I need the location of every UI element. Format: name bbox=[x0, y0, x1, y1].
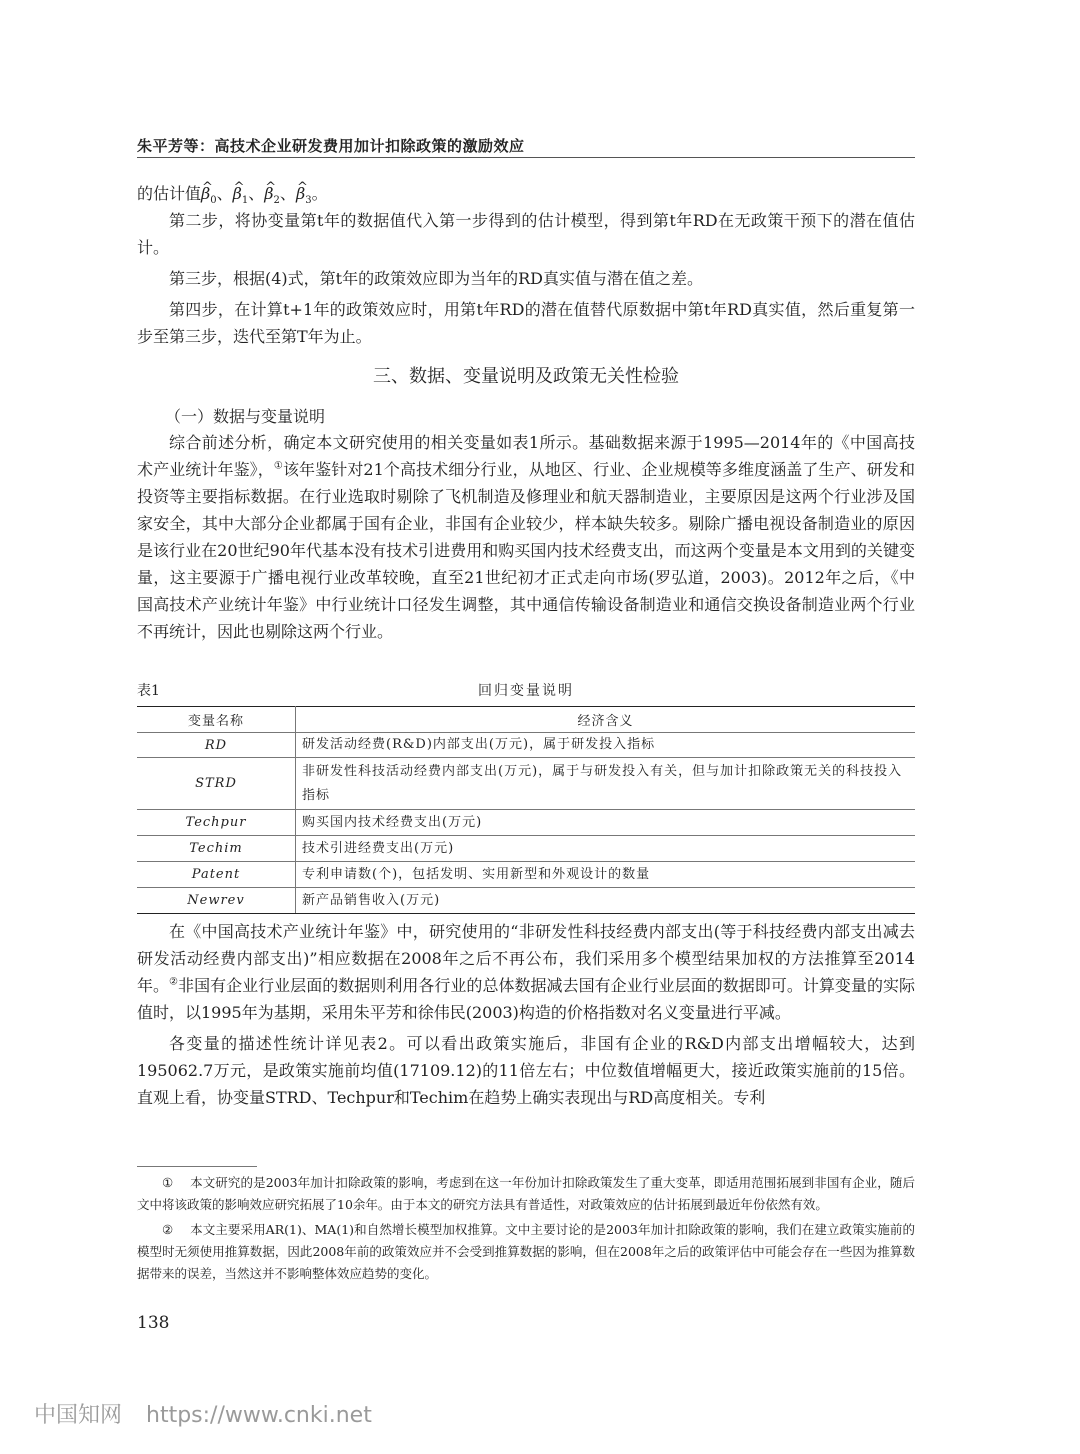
beta-hat-3: ^ $\beta_3$ bbox=[296, 184, 312, 203]
header-rule bbox=[137, 157, 915, 158]
row-variable: Patent bbox=[137, 862, 296, 888]
table-row bbox=[137, 810, 915, 836]
header-meaning: 经济含义 bbox=[296, 707, 916, 733]
watermark-url[interactable]: https://www.cnki.net bbox=[146, 1403, 372, 1428]
steps-block bbox=[137, 207, 915, 350]
descriptive-stats-paragraph: 各变量的描述性统计详见表2。可以看出政策实施后，非国有企业的R&D内部支出增幅较大，达到195062.7万元，是政策实施前均值(17109.12)的11倍左右；中位数值增幅更大，接近政策实施前的15倍。直观上看，协变量STRD、Techpur和Techim在趋势上确实表现出与RD高度相关。专利 bbox=[137, 1034, 915, 1107]
row-variable: Techpur bbox=[137, 810, 296, 836]
row-meaning: 专利申请数(个)，包括发明、实用新型和外观设计的数量 bbox=[296, 862, 916, 888]
subsection-title: （一）数据与变量说明 bbox=[165, 407, 326, 426]
table-title: 回归变量说明 bbox=[478, 683, 574, 699]
footnote-2: ② 本文主要采用AR(1)、MA(1)和自然增长模型加权推算。文中主要讨论的是2003年加计扣除政策的影响，我们在建立政策实施前的模型时无须使用推算数据，因此2008年前的政策效应并不会受到推算数据的影响，但在2008年之后的政策评估中可能会存在一些因为推算数据带来的误差，当然这并不影响整体效应趋势的变化。 bbox=[137, 1219, 915, 1285]
estimator-line: 的估计值^ $\beta_0$、^ $\beta_1$、^ $\beta_2$、^ $\beta_3$。 bbox=[137, 180, 328, 215]
section-title: 三、数据、变量说明及政策无关性检验 bbox=[373, 366, 679, 387]
row-meaning: 购买国内技术经费支出(万元) bbox=[296, 810, 916, 836]
beta-hat-1: ^ $\beta_1$ bbox=[233, 184, 249, 203]
post-table-block bbox=[137, 918, 915, 1111]
table-label: 表1 bbox=[137, 683, 160, 699]
row-variable: STRD bbox=[137, 758, 296, 810]
footnote-1: ① 本文研究的是2003年加计扣除政策的影响，考虑到在这一年份加计扣除政策发生了重大变革，即适用范围拓展到非国有企业，随后文中将该政策的影响效应研究拓展了10余年。由于本文的研究方法具有普适性，对政策效应的估计拓展到最近年份依然有效。 bbox=[137, 1172, 915, 1216]
beta-hat-2: ^ $\beta_2$ bbox=[264, 184, 280, 203]
step-three-paragraph: 第三步，根据(4)式，第t年的政策效应即为当年的RD真实值与潜在值之差。 bbox=[169, 269, 703, 288]
beta-hat-0: ^ $\beta_0$ bbox=[201, 184, 217, 203]
footnotes bbox=[137, 1172, 915, 1288]
estimation-paragraph: 在《中国高技术产业统计年鉴》中，研究使用的“非研发性科技经费内部支出(等于科技经费内部支出减去研发活动经费内部支出)”相应数据在2008年之后不再公布，我们采用多个模型结果加权的方法推算至2014年。②非国有企业行业层面的数据则利用各行业的总体数据减去国有企业行业层面的数据即可。计算变量的实际值时，以1995年为基期，采用朱平芳和徐伟民(2003)构造的价格指数对名义变量进行平减。 bbox=[137, 922, 915, 1022]
step-two-paragraph: 第二步，将协变量第t年的数据值代入第一步得到的估计模型，得到第t年RD在无政策干预下的潜在值估计。 bbox=[137, 211, 915, 257]
footnote-mark: ① bbox=[162, 1175, 174, 1190]
footnote-ref-2[interactable]: ② bbox=[169, 976, 179, 988]
header-var-name: 变量名称 bbox=[137, 707, 296, 733]
running-title: 朱平芳等：高技术企业研发费用加计扣除政策的激励效应 bbox=[137, 137, 525, 155]
data-description-block bbox=[137, 429, 915, 645]
row-variable: Newrev bbox=[137, 888, 296, 914]
table-row bbox=[137, 733, 915, 758]
page-number: 138 bbox=[137, 1313, 170, 1333]
table-row bbox=[137, 862, 915, 888]
table-row bbox=[137, 836, 915, 862]
data-paragraph: 综合前述分析，确定本文研究使用的相关变量如表1所示。基础数据来源于1995—2014年的《中国高技术产业统计年鉴》，①该年鉴针对21个高技术细分行业，从地区、行业、企业规模等多维度涵盖了生产、研发和投资等主要指标数据。在行业选取时剔除了飞机制造及修理业和航天器制造业，主要原因是这两个行业涉及国家安全，其中大部分企业都属于国有企业，非国有企业较少，样本缺失较多。剔除广播电视设备制造业的原因是该行业在20世纪90年代基本没有技术引进费用和购买国内技术经费支出，而这两个变量是本文用到的关键变量，这主要源于广播电视行业改革较晚，直至21世纪初才正式走向市场(罗弘道，2003)。2012年之后，《中国高技术产业统计年鉴》中行业统计口径发生调整，其中通信传输设备制造业和通信交换设备制造业两个行业不再统计，因此也剔除这两个行业。 bbox=[137, 433, 915, 641]
row-meaning: 非研发性科技活动经费内部支出(万元)，属于与研发投入有关，但与加计扣除政策无关的科技投入指标 bbox=[296, 758, 916, 810]
formula-prefix: 的估计值 bbox=[137, 184, 202, 203]
regression-variables-table bbox=[137, 706, 915, 914]
footnote-mark: ② bbox=[162, 1222, 174, 1237]
row-meaning: 新产品销售收入(万元) bbox=[296, 888, 916, 914]
row-variable: RD bbox=[137, 733, 296, 758]
footnote-rule bbox=[137, 1166, 257, 1167]
table-row bbox=[137, 888, 915, 914]
step-four-paragraph: 第四步，在计算t+1年的政策效应时，用第t年RD的潜在值替代原数据中第t年RD真实值，然后重复第一步至第三步，迭代至第T年为止。 bbox=[137, 300, 915, 346]
row-meaning: 技术引进经费支出(万元) bbox=[296, 836, 916, 862]
table-row bbox=[137, 758, 915, 810]
row-meaning: 研发活动经费(R&D)内部支出(万元)，属于研发投入指标 bbox=[296, 733, 916, 758]
row-variable: Techim bbox=[137, 836, 296, 862]
cnki-watermark bbox=[34, 1398, 372, 1429]
table-header-row bbox=[137, 707, 915, 733]
watermark-brand: 中国知网 bbox=[34, 1403, 123, 1428]
footnote-ref-1[interactable]: ① bbox=[273, 460, 283, 472]
